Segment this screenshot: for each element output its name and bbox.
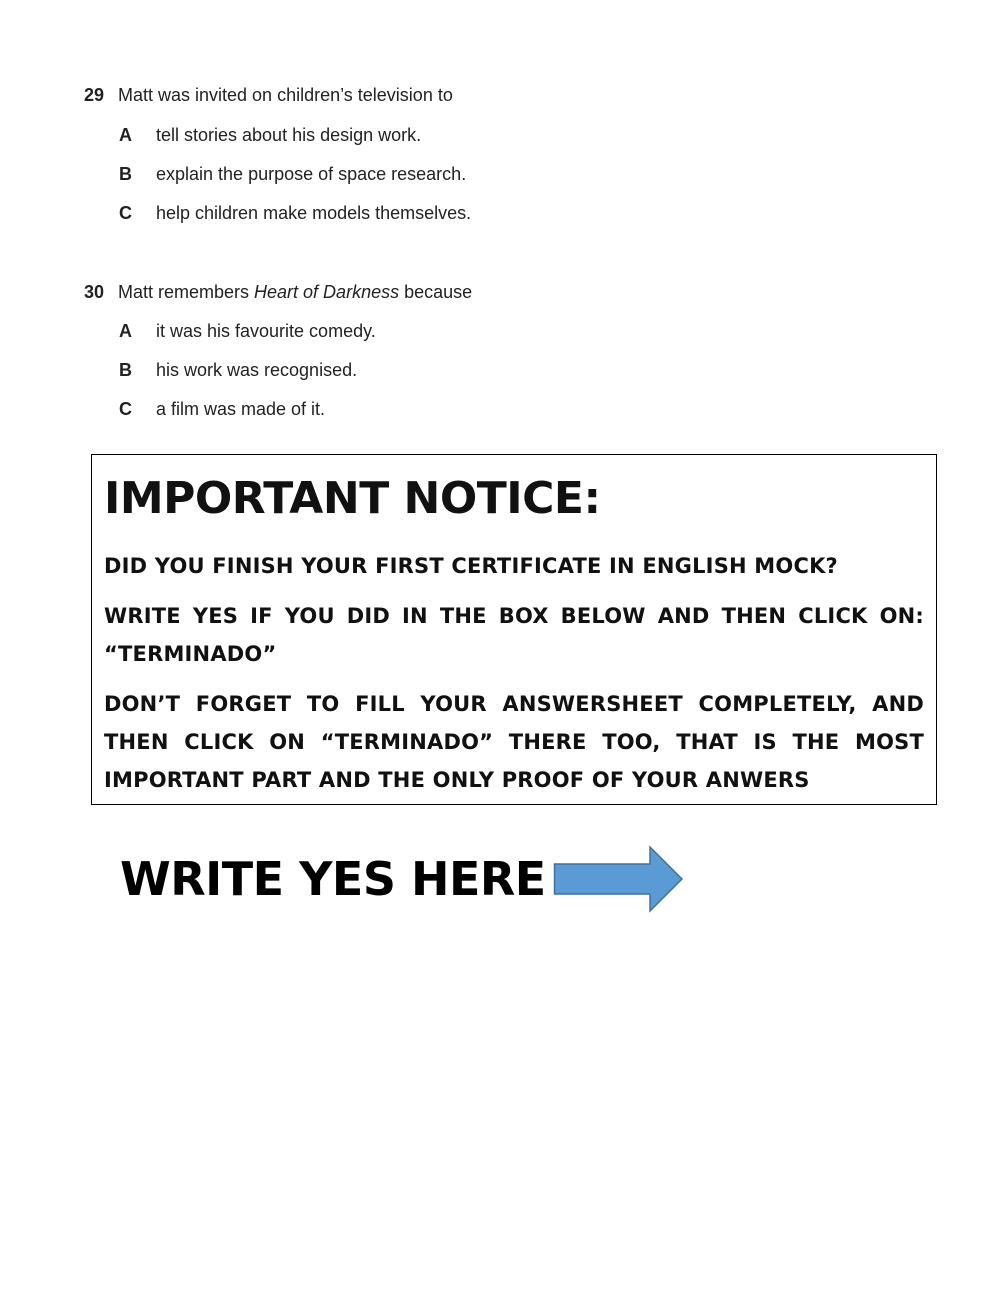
important-notice-box	[91, 454, 937, 805]
option-letter: A	[119, 125, 132, 145]
question-number: 29	[84, 85, 105, 105]
option-29-b	[119, 164, 466, 185]
notice-line-answersheet: DON’T FORGET TO FILL YOUR ANSWERSHEET COMPLETELY, AND THEN CLICK ON “TERMINADO” THERE TOO, THAT IS THE MOST IMPORTANT PART AND THE ONLY PROOF OF YOUR ANWERS	[104, 692, 924, 792]
question-number: 30	[84, 282, 105, 302]
question-prompt: Matt was invited on children’s television to	[118, 85, 453, 105]
question-prompt-start: Matt remembers	[118, 282, 255, 302]
write-yes-label: WRITE YES HERE	[120, 852, 546, 906]
option-letter: B	[119, 164, 132, 184]
option-letter: A	[119, 321, 132, 341]
option-text: his work was recognised.	[156, 360, 358, 380]
notice-title: IMPORTANT NOTICE:	[104, 473, 601, 524]
option-letter: B	[119, 360, 132, 380]
question-prompt-title: Heart of Darkness	[254, 282, 400, 302]
option-30-c	[119, 399, 325, 420]
question-29	[84, 85, 453, 106]
option-letter: C	[119, 203, 132, 223]
option-text: a film was made of it.	[156, 399, 326, 419]
option-text: tell stories about his design work.	[156, 125, 422, 145]
notice-line-finish: DID YOU FINISH YOUR FIRST CERTIFICATE IN ENGLISH MOCK?	[104, 554, 838, 578]
right-arrow-icon	[553, 845, 685, 913]
notice-line-write-yes: WRITE YES IF YOU DID IN THE BOX BELOW AND THEN CLICK ON: “TERMINADO”	[104, 604, 924, 666]
option-text: help children make models themselves.	[156, 203, 472, 223]
answer-input-area[interactable]	[700, 845, 950, 909]
option-30-a	[119, 321, 376, 342]
option-letter: C	[119, 399, 132, 419]
question-30	[84, 282, 472, 303]
option-text: it was his favourite comedy.	[156, 321, 376, 341]
option-text: explain the purpose of space research.	[156, 164, 467, 184]
option-29-c	[119, 203, 471, 224]
question-prompt-end: because	[399, 282, 473, 302]
option-29-a	[119, 125, 421, 146]
option-30-b	[119, 360, 357, 381]
